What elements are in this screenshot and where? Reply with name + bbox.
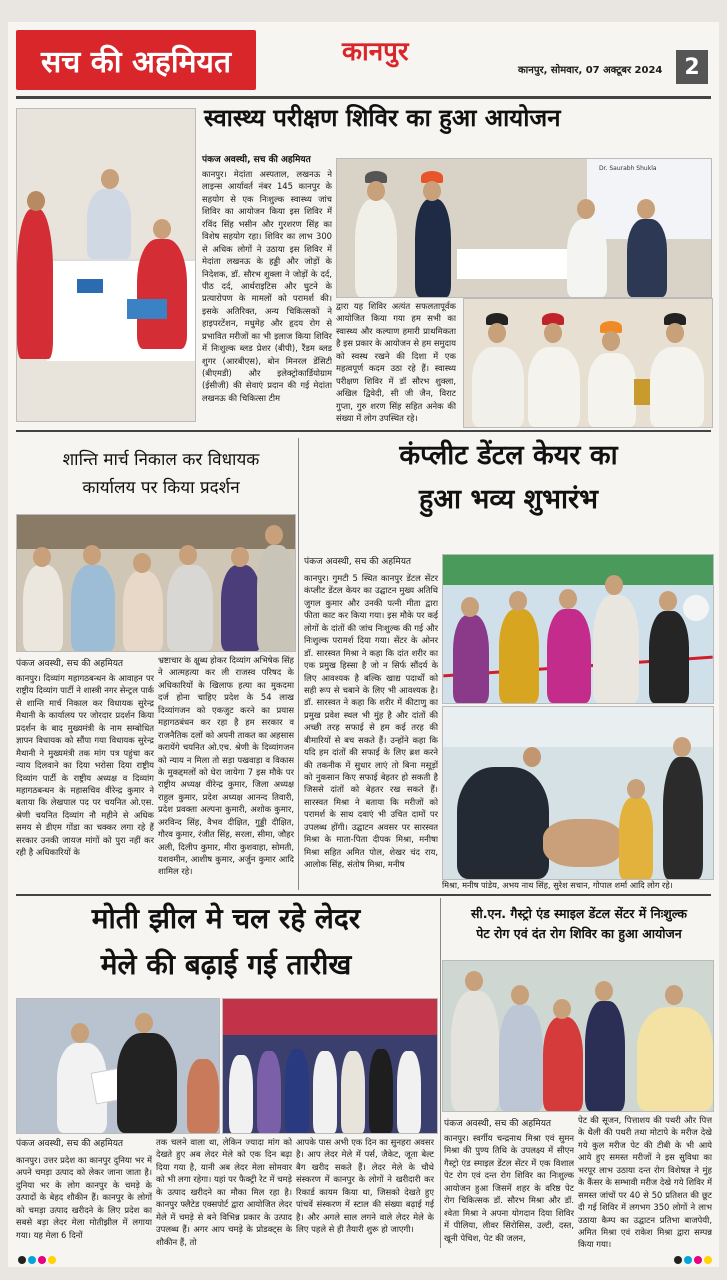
story5-body-cont: पेट की सूजन, पित्ताशय की पथरी और पित्त के थैली की पथरी तथा मोटापे के मरीज देखे गये कुल मरीज पेट की टीबी के भी आये आये हुए समस्त मरीजों ने इस सुविधा का भरपूर लाभ उठाया दन्त रोग विशेषज्ञ ने मुंह के कैंसर के सम्भावी मरीज देखे गये शिविर में समस्त जांचों पर 40 से 50 प्रतिशत की छूट दी गई शिविर में लगभग 350 लोगों ने लाभ उठाया कैम्प का उद्घाटन प्रतिभा बाजपेयी, अमित मिश्रा एवं राकेश मिश्रा द्वारा सम्पन्न किया गया।: [578, 1115, 712, 1250]
registration-dot-icon: [694, 1256, 702, 1264]
section-rule-2: [16, 894, 711, 896]
story2-body-cont: भ्रष्टाचार के क्षुब्ध होकर दिव्यांग अभिषेक सिंह ने आत्महत्या कर ली राजस्व परिषद के अधिकारियों के खिलाफ हत्या का मुकदमा दर्ज होना चाहिए प्रदेश के 54 लाख दिव्यांगजन को एकजुट करने का प्रयास महागठबंधन कर रहा है हम सरकार व राजनैतिक दलों को अपनी ताकत का अहसास करायेंगे चयनित ओ.एच. श्रेणी के दिव्यांगजन को न्याय न मिला तो सड़ा पखवाड़ा व विकास के मुकद्दमलों को घेरा जायेगा 7 इस मौके पर राष्ट्रीय अध्यक्ष वीरेन्द्र कुमार, जिला अध्यक्ष राहुल कुमार, प्रदेश अध्यक्ष आनन्द तिवारी, प्रदेश प्रवक्ता अल्पना कुमारी, अशोक कुमार, अरविन्द सिंह, वैभव दीक्षित, गुड्डी दीक्षित, गौरव कुमार, रंजीत सिंह, सरला, सीमा, जौहर अली, दिलीप कुमार, मीरा कुशवाहा, सोमती, यशवमीन, आशीष कुमार, अर्जुन कुमार आदि शामिल रहे।: [158, 655, 294, 877]
story4-headline-2: मेले की बढ़ाई गई तारीख: [100, 948, 352, 981]
story1-byline: पंकज अवस्थी, सच की अहमियत: [202, 155, 311, 165]
story3-body: कानपुर। गुमटी 5 स्थित कानपुर डेंटल सेंटर कंप्लीट डेंटल केयर का उद्घाटन मुख्य अतिथि जुगल कुमार और उनकी पत्नी मीता द्वारा फीता काट कर किया गया। इस मौके पर कई लोगों के दांतों की जांच निःशुल्क की गई और निःशुल्क परामर्श दिया गया। सेंटर के ओनर डॉ. सारस्वत मिश्रा ने कहा कि दांत शरीर का एक प्रमुख हिस्सा है जो न सिर्फ सौंदर्य के लिए आवश्यक है बल्कि खाद्य पदार्थों को सही रूप से चबाने के लिए भी आवश्यक है। डॉ. सारस्वत ने कहा कि शरीर में कीटाणु का प्रमुख प्रवेश स्थल भी मुंह है और दांतों की अच्छी तरह सफाई से हम कई तरह की बीमारियों से बच सकते हैं। उन्होंने कहा कि यदि हम दांतों की सफाई के लिए ब्रश करने की तकनीक में सुधार लाएं तो बिना मसूड़ों को नुकसान किए सफाई बेहतर हो सकती है जिससे दांतों को बेहतर रख सकते हैं। सारस्वत मिश्रा ने बताया कि मरीजों को परामर्श के साथ दवाएं भी उचित दामों पर उपलब्ध होंगी। उद्घाटन अवसर पर सारस्वत मिश्रा के माता-पिता दीपक मिश्रा, मनीषा मिश्रा सहित अमित पोल, शेखर चंद राय, आलोक सिंह, संतोष मिश्रा, मनीष: [304, 573, 438, 870]
story5-photo: [442, 960, 714, 1112]
story1-photo-bottom: [463, 298, 713, 428]
story3-headline-1: कंप्लीट डेंटल केयर का: [399, 440, 618, 471]
story4-headline-1: मोती झील मे चल रहे लेदर: [91, 902, 361, 935]
story4-byline: पंकज अवस्थी, सच की अहमियत: [16, 1139, 124, 1149]
story2-photo: [16, 514, 296, 652]
section-rule-1: [16, 430, 711, 432]
story1-headline: स्वास्थ्य परीक्षण शिविर का हुआ आयोजन: [204, 104, 561, 132]
registration-dot-icon: [28, 1256, 36, 1264]
story1-body-cont: द्वारा यह शिविर अत्यंत सफलतापूर्वक आयोजित किया गया हम सभी का स्वास्थ्य और कल्याण हमारी प्राथमिकता है इस प्रकार के आयोजन से हम समुदाय को स्वस्थ रखने की दिशा में एक महत्वपूर्ण कदम उठा रहे हैं। स्वास्थ्य परीक्षण शिविर में डॉ सौरभ शुक्ला, अखिल द्विवेदी, सी जी जैन, विराट गुप्ता, गुरु शरण सिंह सहित अनेक की संख्या में लोग उपस्थित रहे।: [336, 301, 456, 423]
column-divider: [298, 438, 299, 890]
masthead-name: सच की अहमियत: [16, 30, 256, 90]
story5-headline-2: पेट रोग एवं दंत रोग शिविर का हुआ आयोजन: [476, 926, 682, 941]
page-number: 2: [676, 50, 708, 84]
masthead-date: कानपुर, सोमवार, 07 अक्टूबर 2024: [518, 65, 663, 76]
story4-body-cont-2: आपके पास अभी एक दिन का सुनहरा अवसर है। आप लेदर मेले में पर्स, जैकेट, जूता बेल्ट बैग खरीद सकते हैं। लेदर मेले के चौथे संस्करण में कानपुर के लोगों ने खरीदारी कर रिकार्ड कायम किया था, जिसको देखते हुए पांचवें संस्करण में स्टाल की संख्या बढ़ाई गई है। और अगले साल लगने वाले लेदर मेले के लिए पहले से ही तैयारी शुरू हो जाएगी।: [296, 1137, 434, 1235]
registration-dot-icon: [674, 1256, 682, 1264]
registration-dot-icon: [48, 1256, 56, 1264]
story3-photo-top: [442, 554, 714, 704]
story5-body: कानपुर। स्वर्गीय चन्द्रनाथ मिश्रा एवं सुमन मिश्रा की पुण्य तिथि के उपलक्ष्य में सीएन गैस्ट्रो एंड स्माइल डेंटल सेंटर में एक विशाल पेट रोग एवं दन्त रोग शिविर का निःशुल्क आयोजन हुआ जिसमें शहर के वरिष्ठ पेट रोग चिकित्सक डॉ. सौरभ मिश्रा और डॉ. श्वेता मिश्रा ने अपना योगदान दिया शिविर में पीलिया, लीवर सिरोसिस, उल्टी, दस्त, खूनी पेचिश, पेट की जलन,: [444, 1133, 574, 1243]
story2-headline-2: कार्यालय पर किया प्रदर्शन: [82, 478, 240, 498]
story3-headline-2: हुआ भव्य शुभारंभ: [419, 484, 598, 515]
story2-byline: पंकज अवस्थी, सच की अहमियत: [16, 659, 124, 669]
registration-dot-icon: [684, 1256, 692, 1264]
story4-photo-left: [16, 998, 220, 1134]
registration-dot-icon: [38, 1256, 46, 1264]
story5-byline: पंकज अवस्थी, सच की अहमियत: [444, 1119, 552, 1129]
story3-byline: पंकज अवस्थी, सच की अहमियत: [304, 557, 412, 567]
masthead-rule: [16, 96, 711, 99]
registration-dot-icon: [18, 1256, 26, 1264]
story2-body: कानपुर। दिव्यांग महागठबन्धन के आवाहन पर राष्ट्रीय दिव्यांग पार्टी ने शास्त्री नगर सेन्ट्रल पार्क से शान्ति मार्च निकाल कर विधायक सुरेन्द्र मैथानी के कार्यालय पर जोरदार प्रदर्शन किया प्रदर्शन के बाद मुख्यमंत्री के नाम सम्बोधित ज्ञापन विधायक को सौंपा गया विधायक सुरेन्द्र मैथानी ने मुख्यमंत्री तक मांग पत्र पहुंचा कर न्याय दिलवाने का दिया भरोसा दिया राष्ट्रीय दिव्यांग पार्टी के राष्ट्रीय अध्यक्ष व दिव्यांग महागठबन्धन के महासचिव वीरेन्द्र कुमार ने बताया कि लेखपाल पद पर चयनित ओ.एस. श्रेणी चयनित दिव्यांग नौ महीने से अधिक समय से डीएम गोंडा का चक्कर लगा रहे हैं सरकार उनकी जायज मांगों को पुरा नहीं कर रही है अधिकारियों के: [16, 673, 154, 858]
newspaper-page: [8, 22, 719, 1267]
story4-body-cont: तक चलने वाला था, लेकिन ज्यादा मांग को देखते हुए अब लेदर मेले को एक दिन बढ़ा दिया गया है, यानी अब लेदर मेला सोमवार को भी लगा रहेगा। यहां पर फैक्ट्री रेट में चमड़े के उत्पाद खरीदने का मौका मिल रहा है। कानपुर फ्लैटेड एक्सपोर्ट द्वारा आयोजित लेदर मेले में चमड़े से बने विभिन्न प्रकार के उत्पाद उपलब्ध हैं। अगर आप चमड़े के प्रोडक्ट्स के शौकीन हैं, तो: [156, 1137, 292, 1247]
story3-caption: मिश्रा, मनीष पांडेय, अभय नाथ सिंह, सुरेश सचान, गोपाल शर्मा आदि लोग रहे।: [442, 880, 673, 890]
story2-headline-1: शान्ति मार्च निकाल कर विधायक: [62, 450, 260, 470]
story4-photo-right: [222, 998, 438, 1134]
story5-headline-1: सी.एन. गैस्ट्रो एंड स्माइल डेंटल सेंटर में निःशुल्क: [471, 906, 687, 921]
story1-body: कानपुर। मेदांता अस्पताल, लखनऊ ने लाइन्स आर्यावर्त नंबर 145 कानपुर के सहयोग से एक निःशुल्क स्वास्थ्य जांच शिविर का आयोजन किया इस शिविर में रविंद सिंह भसीन और गुरशरण सिंह का विशेष सहयोग रहा। शिविर का लाभ 300 से अधिक लोगों ने उठाया इस शिविर में मेदांता लखनऊ के हड्डी और जोड़ों के निदेशक, डॉ. सौरभ शुक्ला ने जोड़ों के दर्द, पीठ दर्द, आर्थराइटिस और घुटने के प्रत्यारोपण के मामलों को परामर्श की। इसके अतिरिक्त, अन्य चिकित्सकों ने हाइपरटेंशन, मधुमेह और हृदय रोग से प्रभावित मरीजों का भी इलाज किया शिविर में निःशुल्क ब्लड प्रेशर (बीपी), रैंडम ब्लड शुगर (आरबीएस), बोन मिनरल डेंसिटी (बीएमडी) और इलेक्ट्रोकार्डियोग्राम (ईसीजी) की सेवाएं प्रदान की गई मेदांता लखनऊ की चिकित्सा टीम: [202, 169, 332, 403]
column-divider-2: [440, 898, 441, 1248]
masthead-city: कानपुर: [342, 37, 409, 67]
story3-photo-bottom: [442, 706, 714, 880]
story1-photo-top: [336, 158, 712, 298]
registration-dot-icon: [704, 1256, 712, 1264]
story1-photo-left: [16, 108, 196, 422]
story4-body: कानपुर। उत्तर प्रदेश का कानपुर दुनिया भर में अपने चमड़ा उत्पाद को लेकर जाना जाता है। दुनिया भर के लोग कानपुर के चमड़े के उत्पादों के बेहद शौकीन हैं। कानपुर के लोगों को चमड़ा उत्पाद खरीदने के लिए प्रदेश का सबसे बड़ा लेदर मेला मोतीझील में लगाया गया। यह मेला 6 दिनों: [16, 1155, 152, 1240]
banner-doctor-name: Dr. Saurabh Shukla: [599, 165, 657, 172]
